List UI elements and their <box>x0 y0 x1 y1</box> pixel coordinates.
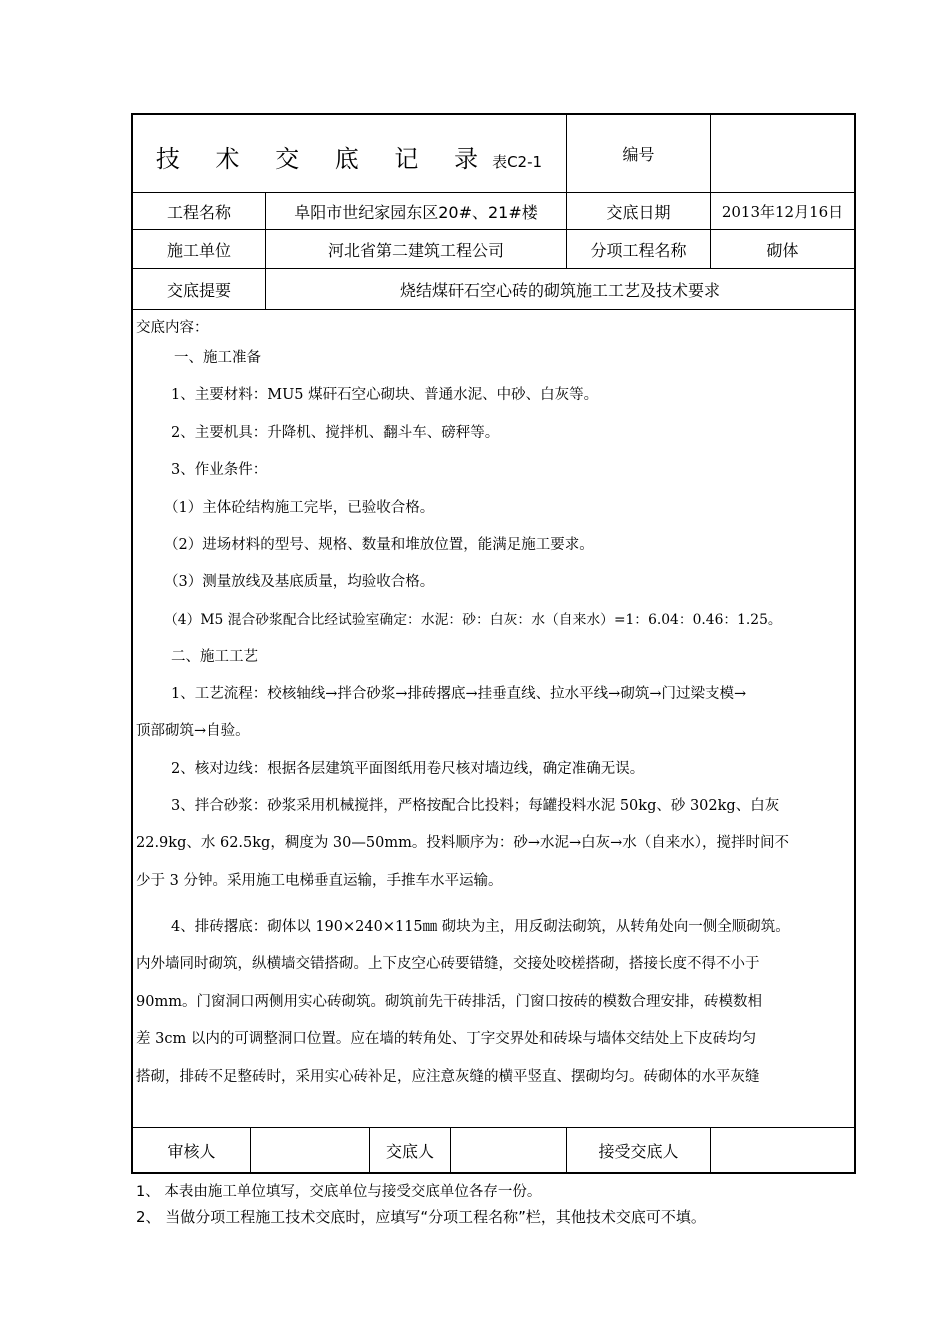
receiver-label: 接受交底人 <box>598 1142 679 1161</box>
content-line: 1、主要材料：MU5 煤矸石空心砌块、普通水泥、中砂、白灰等。 <box>171 387 599 403</box>
content-line: 4、排砖撂底：砌体以 190×240×115㎜ 砌块为主，用反砌法砌筑，从转角处向一侧全顺砌筑。 <box>171 919 790 935</box>
summary-value: 烧结煤矸石空心砖的砌筑施工工艺及技术要求 <box>399 280 720 300</box>
row-rule-4 <box>132 309 855 310</box>
briefing-date-label: 交底日期 <box>606 202 671 222</box>
number-label: 编号 <box>622 144 655 164</box>
content-line: 二、施工工艺 <box>171 649 258 665</box>
footnote-2: 2、 当做分项工程施工技术交底时，应填写“分项工程名称”栏，其他技术交底可不填。 <box>136 1208 706 1226</box>
content-heading: 交底内容： <box>136 320 209 336</box>
content-line: 3、作业条件： <box>171 462 268 478</box>
content-line: 少于 3 分钟。采用施工电梯垂直运输，手推车水平运输。 <box>136 873 503 889</box>
content-line: （1）主体砼结构施工完毕，已验收合格。 <box>164 500 435 516</box>
subitem-name-value: 砌体 <box>766 240 799 260</box>
briefing-content <box>136 312 852 1126</box>
project-name-value: 阜阳市世纪家园东区20#、21#楼 <box>294 202 538 222</box>
content-line: 2、主要机具：升降机、搅拌机、翻斗车、磅秤等。 <box>171 425 500 441</box>
content-line: 内外墙同时砌筑，纵横墙交错搭砌。上下皮空心砖要错缝，交接处咬槎搭砌，搭接长度不得不小于 <box>136 956 760 972</box>
form-title <box>133 114 565 192</box>
content-line: 22.9kg、水 62.5kg，稠度为 30—50mm。投料顺序为：砂→水泥→白灰→水（自来水），搅拌时间不 <box>136 835 790 851</box>
construction-unit-label: 施工单位 <box>166 240 231 260</box>
content-line: 2、核对边线：根据各层建筑平面图纸用卷尺核对墙边线，确定准确无误。 <box>171 761 645 777</box>
footnote-1: 1、 本表由施工单位填写，交底单位与接受交底单位各存一份。 <box>136 1184 542 1200</box>
subitem-name-label: 分项工程名称 <box>590 240 687 260</box>
content-line: 搭砌，排砖不足整砖时，采用实心砖补足，应注意灰缝的横平竖直、摆砌均匀。砖砌体的水平灰缝 <box>136 1069 760 1085</box>
content-line: （3）测量放线及基底质量，均验收合格。 <box>164 574 435 590</box>
summary-label: 交底提要 <box>166 280 231 300</box>
content-line: 3、拌合砂浆：砂浆采用机械搅拌，严格按配合比投料；每罐投料水泥 50kg、砂 302kg、白灰 <box>171 798 780 814</box>
content-line: 一、施工准备 <box>174 350 261 366</box>
content-line: （2）进场材料的型号、规格、数量和堆放位置，能满足施工要求。 <box>164 537 594 553</box>
content-line: 差 3cm 以内的可调整洞口位置。应在墙的转角处、丁字交界处和砖垛与墙体交结处上下皮砖均匀 <box>136 1031 757 1047</box>
form-code: 表C2-1 <box>492 152 543 171</box>
construction-unit-value: 河北省第二建筑工程公司 <box>327 240 504 260</box>
presenter-label: 交底人 <box>385 1142 434 1161</box>
content-line: 顶部砌筑→自验。 <box>136 723 250 739</box>
reviewer-value <box>251 1128 369 1173</box>
receiver-value <box>711 1128 854 1173</box>
presenter-value <box>451 1128 566 1173</box>
reviewer-label: 审核人 <box>167 1142 216 1161</box>
briefing-date-value: 2013年12月16日 <box>721 202 844 221</box>
number-value <box>711 114 854 192</box>
form-title-text: 技 术 交 底 记 录 <box>155 144 493 173</box>
content-line: 1、工艺流程：校核轴线→拌合砂浆→排砖撂底→挂垂直线、拉水平线→砌筑→门过梁支模→ <box>171 686 747 702</box>
project-name-label: 工程名称 <box>166 202 231 222</box>
content-line: 90mm。门窗洞口两侧用实心砖砌筑。砌筑前先干砖排活，门窗口按砖的模数合理安排，砖模数相 <box>136 994 762 1010</box>
content-line: （4）M5 混合砂浆配合比经试验室确定：水泥：砂：白灰：水（自来水）=1：6.04：0.46：1.25。 <box>164 612 782 628</box>
